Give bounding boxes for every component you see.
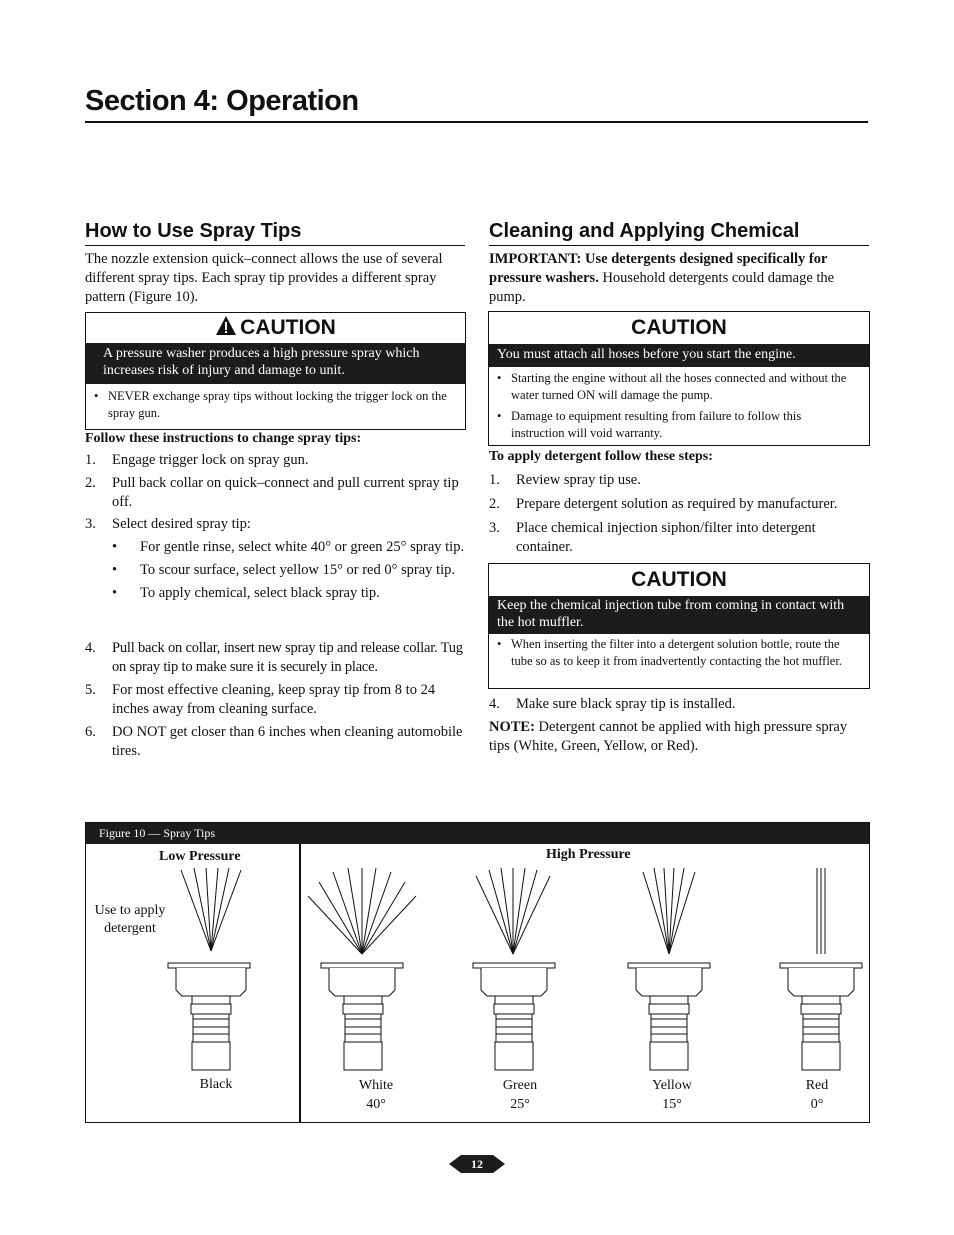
caution-box-hoses	[488, 311, 870, 446]
list-item: • To apply chemical, select black spray tip.	[112, 585, 380, 601]
step-number: 4.	[489, 696, 500, 712]
black-spray-tip-icon	[168, 868, 250, 1070]
caution-label: CAUTION	[240, 316, 336, 339]
detergent-note	[489, 718, 867, 756]
figure-spray-tips	[85, 822, 870, 1123]
step-number: 2.	[85, 475, 96, 491]
green-spray-tip-icon	[473, 868, 555, 1070]
tip-label-white: White	[358, 1078, 394, 1093]
list-item	[85, 681, 467, 719]
detergent-note-label: Use to apply detergent	[94, 903, 166, 936]
caution-bullet: • NEVER exchange spray tips without locking the trigger lock on the spray gun.	[86, 388, 465, 422]
step-text: DO NOT get closer than 6 inches when cleaning automobile tires.	[112, 724, 463, 759]
list-item	[85, 723, 467, 761]
important-bold: IMPORTANT: Use detergents designed specifically for pressure washers.	[489, 251, 828, 286]
list-item: • For gentle rinse, select white 40° or green 25° spray tip.	[112, 539, 465, 555]
section-title: Section 4: Operation	[85, 85, 359, 117]
page-number: 12	[471, 1157, 483, 1171]
yellow-spray-tip-icon	[628, 868, 710, 1070]
left-steps-list-continued	[85, 639, 467, 761]
step-number: 2.	[489, 496, 500, 512]
list-item	[85, 515, 465, 534]
step-number: 6.	[85, 724, 96, 740]
right-step-4	[489, 695, 871, 714]
warning-icon	[215, 315, 237, 337]
note-text: Detergent cannot be applied with high pressure spray tips (White, Green, Yellow, or Red).	[489, 719, 848, 754]
caution-box-spray	[85, 312, 466, 430]
spray-tip-options	[112, 539, 467, 602]
caution-message: A pressure washer produces a high pressure spray which increases risk of injury and damage to unit.	[86, 343, 465, 384]
list-item	[85, 639, 467, 677]
left-intro: The nozzle extension quick–connect allows the use of several different spray tips. Each spray tip provides a different spray pattern (Figure 10).	[85, 251, 443, 305]
list-item	[85, 451, 465, 470]
step-number: 3.	[85, 516, 96, 532]
tip-label-red: Red	[805, 1078, 829, 1093]
list-item	[489, 519, 871, 557]
tip-label-yellow: Yellow	[652, 1078, 692, 1093]
tip-angle-yellow: 15°	[662, 1097, 682, 1112]
caution-message: Keep the chemical injection tube from coming in contact with the hot muffler.	[489, 596, 869, 634]
step-text: Pull back collar on quick–connect and pull current spray tip off.	[112, 475, 459, 510]
right-steps-list	[489, 471, 871, 557]
step-text: Engage trigger lock on spray gun.	[112, 452, 309, 468]
tip-angle-red: 0°	[810, 1097, 824, 1112]
step-number: 1.	[489, 472, 500, 488]
low-pressure-label: Low Pressure	[159, 849, 241, 864]
high-pressure-label: High Pressure	[546, 847, 631, 862]
step-number: 1.	[85, 452, 96, 468]
right-heading: Cleaning and Applying Chemical	[489, 220, 800, 242]
caution-label: CAUTION	[631, 568, 727, 591]
caution-header	[86, 313, 465, 343]
step-text: Review spray tip use.	[516, 472, 641, 488]
step-number: 5.	[85, 682, 96, 698]
caution-box-muffler	[488, 563, 870, 689]
caution-bullet: • Damage to equipment resulting from failure to follow this instruction will void warranty.	[489, 408, 869, 442]
tip-label-green: Green	[502, 1078, 538, 1093]
list-item: • To scour surface, select yellow 15° or red 0° spray tip.	[112, 562, 455, 578]
step-number: 3.	[489, 520, 500, 536]
left-steps-list	[85, 451, 465, 534]
caution-bullet: • Starting the engine without all the hoses connected and without the water turned ON will damage the pump.	[489, 370, 869, 404]
list-item	[489, 495, 871, 514]
step-text: Pull back on collar, insert new spray tip and release collar. Tug on spray tip to make sure it is securely in place.	[112, 640, 463, 675]
caution-bullet: • When inserting the filter into a detergent solution bottle, route the tube so as to keep it from inadvertently contacting the hot muffler.	[489, 636, 869, 670]
left-steps-title: Follow these instructions to change spray tips:	[85, 431, 362, 446]
list-item	[85, 474, 465, 512]
list-item	[489, 695, 871, 714]
section-title-rule	[85, 121, 868, 123]
caution-label: CAUTION	[631, 316, 727, 339]
step-text: Make sure black spray tip is installed.	[516, 696, 736, 712]
list-item	[489, 471, 871, 490]
caution-message: You must attach all hoses before you start the engine.	[489, 344, 869, 367]
step-text: Prepare detergent solution as required by manufacturer.	[516, 496, 838, 512]
white-spray-tip-icon	[308, 868, 416, 1070]
step-text: Place chemical injection siphon/filter into detergent container.	[516, 520, 816, 555]
tip-angle-green: 25°	[510, 1097, 530, 1112]
tip-label-black: Black	[199, 1077, 233, 1092]
important-text: Household detergents could damage the pump.	[489, 270, 835, 305]
important-note	[489, 250, 867, 307]
red-spray-tip-icon	[780, 868, 862, 1070]
figure-caption: Figure 10 — Spray Tips	[86, 823, 869, 844]
right-steps-title: To apply detergent follow these steps:	[489, 449, 713, 464]
left-heading-rule	[85, 245, 465, 246]
page-number-badge	[449, 1152, 505, 1176]
right-heading-rule	[489, 245, 869, 246]
note-label: NOTE:	[489, 719, 535, 735]
step-text: Select desired spray tip:	[112, 516, 251, 532]
step-number: 4.	[85, 640, 96, 656]
step-text: For most effective cleaning, keep spray tip from 8 to 24 inches away from cleaning surface.	[112, 682, 436, 717]
left-heading: How to Use Spray Tips	[85, 220, 302, 242]
tip-angle-white: 40°	[366, 1097, 386, 1112]
